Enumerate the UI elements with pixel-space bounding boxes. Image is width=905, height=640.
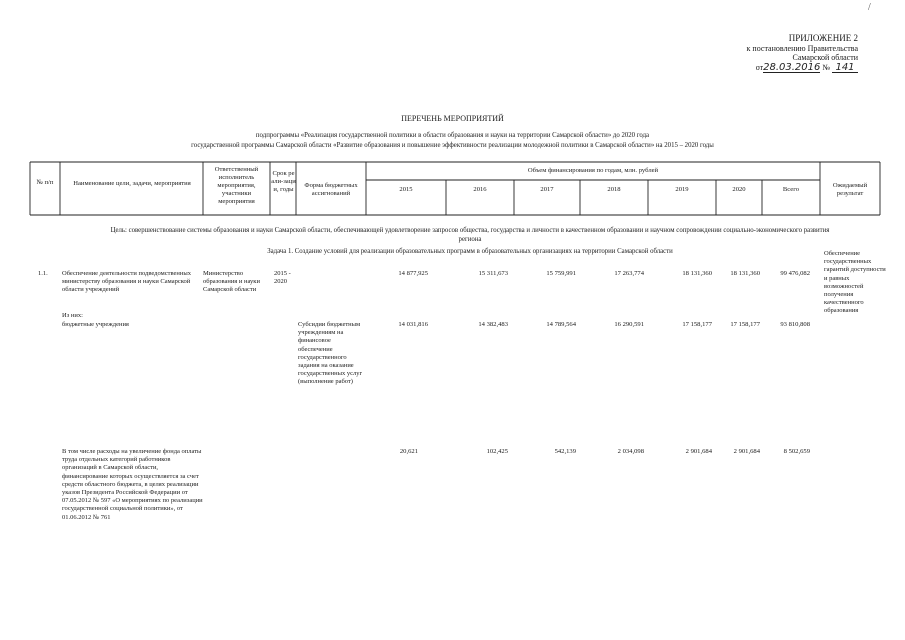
document-subtitle-2: государственной программы Самарской области «Развитие образования и повышение эффективности реализации молодежной политики в Самарской области» на 2015 – 2020 годы — [191, 142, 714, 149]
value-2018: 2 034,098 — [617, 448, 644, 455]
header-term: Срок реали-зации, годы — [271, 170, 296, 193]
expected-result: Обеспечение государственных гарантий доступности и равных возможностей получения качественного образования — [824, 250, 886, 315]
row-name: бюджетные учреждения — [62, 321, 129, 328]
header-name: Наименование цели, задачи, мероприятия — [73, 180, 191, 187]
goal-row: Цель: совершенствование системы образования и науки Самарской области, обеспечивающей удовлетворение запросов общества, государства и личности в качественном образовании и научном сопровождении социально-экономического развития региона — [110, 227, 830, 243]
document-subtitle-1: подпрограммы «Реализация государственной политики в области образования и науки на территории Самарской области» до 2020 года — [255, 132, 650, 139]
value-2015: 20,621 — [399, 448, 418, 455]
document-date: 28.03.2016 — [763, 61, 821, 73]
value-2019: 2 901,684 — [685, 448, 712, 455]
header-result: Ожидаемый результат — [832, 182, 868, 197]
value-2020: 17 158,177 — [730, 321, 760, 328]
row-executor: Министерство образования и науки Самарской области — [203, 270, 260, 294]
document-title: ПЕРЕЧЕНЬ МЕРОПРИЯТИЙ — [401, 114, 504, 123]
header-executor: Ответственный исполнитель мероприятия, участники мероприятия — [214, 166, 259, 205]
value-2019: 17 158,177 — [682, 321, 712, 328]
row-number: 1.1. — [38, 270, 48, 277]
header-year-2015: 2015 — [399, 186, 413, 193]
scan-mark: / — [868, 2, 871, 13]
value-2018: 16 290,591 — [614, 321, 644, 328]
appendix-line-1: к постановлению Правительства — [746, 43, 858, 53]
header-financing: Объем финансирования по годам, млн. рублей — [527, 167, 659, 174]
header-year-2016: 2016 — [473, 186, 487, 193]
header-total: Всего — [782, 186, 800, 193]
document-number: 141 — [832, 63, 858, 74]
value-2016: 14 382,483 — [478, 321, 508, 328]
value-2020: 2 901,684 — [733, 448, 760, 455]
header-year-2019: 2019 — [675, 186, 689, 193]
value-2019: 18 131,360 — [682, 270, 712, 277]
value-2018: 17 263,774 — [614, 270, 644, 277]
value-2015: 14 031,816 — [398, 321, 428, 328]
value-2016: 102,425 — [486, 448, 508, 455]
header-year-2017: 2017 — [540, 186, 554, 193]
value-2015: 14 877,925 — [398, 270, 428, 277]
row-form: Субсидии бюджетным учреждениям на финансовое обеспечение государственного задания на оказание государственных услуг (выполнение работ) — [298, 321, 363, 386]
header-year-2018: 2018 — [607, 186, 621, 193]
header-year-2020: 2020 — [732, 186, 746, 193]
row-name: Обеспечение деятельности подведомственных министерству образования и науки Самарской области учреждений — [62, 270, 191, 294]
date-from-label: от — [755, 62, 764, 72]
value-total: 8 502,659 — [783, 448, 810, 455]
number-label: № — [822, 62, 830, 72]
header-form: Форма бюджетных ассигнований — [304, 182, 358, 197]
header-num: № п/п — [36, 179, 54, 186]
row-name-prefix: Из них: — [62, 312, 83, 319]
value-2017: 542,139 — [554, 448, 576, 455]
value-2020: 18 131,360 — [730, 270, 760, 277]
row-name: В том числе расходы на увеличение фонда оплаты труда отдельных категорий работников организаций в Самарской области, финансирование которых осуществляется за счет средств областного бюджета, в целях реализации указов Президента Российской Федерации от 07.05.2012 № 597 «О мероприятиях по реализации государственной социальной политики», от 01.06.2012 № 761 — [62, 448, 203, 521]
value-total: 99 476,082 — [780, 270, 810, 277]
value-2017: 15 759,991 — [546, 270, 576, 277]
row-term: 2015 - 2020 — [274, 270, 291, 286]
value-total: 93 810,808 — [780, 321, 810, 328]
appendix-title: ПРИЛОЖЕНИЕ 2 — [788, 33, 858, 43]
value-2017: 14 789,564 — [546, 321, 576, 328]
task-row: Задача 1. Создание условий для реализации образовательных программ в образовательных организациях на территории Самарской области — [267, 248, 673, 255]
value-2016: 15 311,673 — [478, 270, 508, 277]
appendix-line-2: Самарской области — [792, 53, 858, 62]
